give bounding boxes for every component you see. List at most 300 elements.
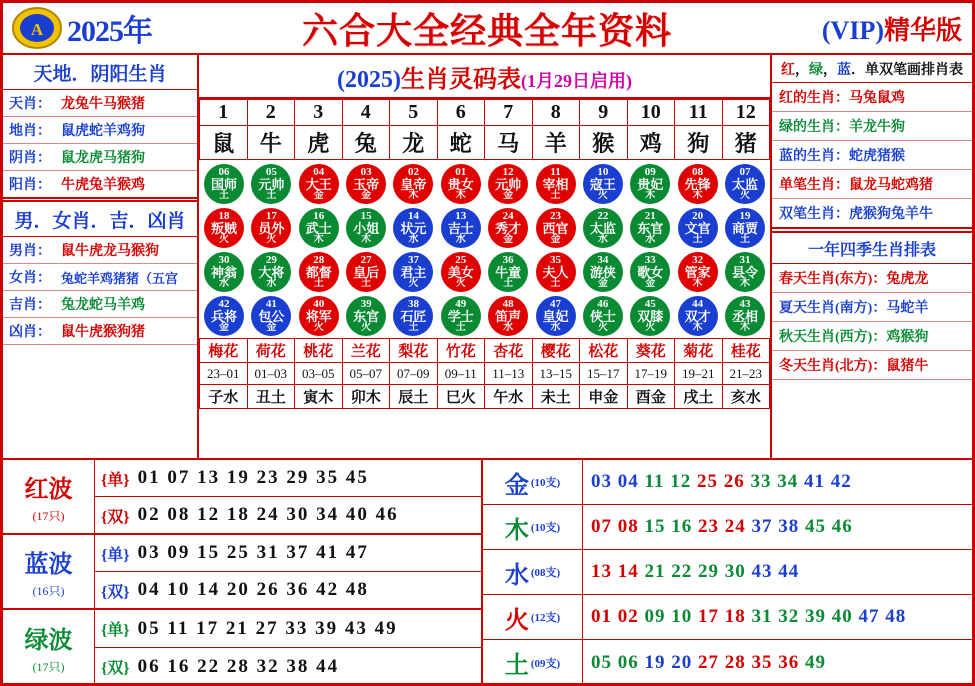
table-cell: 兰花 xyxy=(342,339,390,363)
zodiac-number-row xyxy=(199,99,770,160)
ball-cell[interactable] xyxy=(390,163,436,205)
list-item: 夏天生肖(南方)：马蛇羊 xyxy=(772,293,972,322)
element-label xyxy=(483,595,583,639)
number-group: 35 36 xyxy=(751,651,800,673)
row-key: 男肖： xyxy=(9,244,51,259)
ball-name: 吉士 xyxy=(447,221,474,236)
ball-element: 土 xyxy=(550,190,561,201)
ball-cell[interactable] xyxy=(675,207,721,249)
ball-cell[interactable] xyxy=(485,251,531,293)
wave-block-green xyxy=(3,610,481,685)
table-cell: 戌土 xyxy=(675,385,723,409)
table-cell: 05–07 xyxy=(342,363,390,385)
wave-numbers xyxy=(95,610,481,685)
element-count: (08支) xyxy=(530,567,561,579)
ball-element: 水 xyxy=(266,278,277,289)
table-cell: 15–17 xyxy=(580,363,628,385)
table-cell: 未土 xyxy=(532,385,580,409)
wave-table xyxy=(3,460,483,683)
ball-cell[interactable] xyxy=(580,207,626,249)
number-group: 15 16 xyxy=(644,516,693,537)
ball-number: 38 xyxy=(407,298,419,310)
ball-number: 01 xyxy=(455,166,467,178)
ball-number: 45 xyxy=(644,298,656,310)
ball-name: 武士 xyxy=(305,221,332,236)
ball-cell[interactable] xyxy=(201,163,247,205)
ball-name: 游侠 xyxy=(589,265,616,280)
ball-number: 36 xyxy=(502,254,514,266)
title-main: 生肖灵码表 xyxy=(400,67,521,93)
ball-name: 寇王 xyxy=(589,177,616,192)
ball-cell[interactable] xyxy=(390,295,436,337)
list-item: 秋天生肖(西方)：鸡猴狗 xyxy=(772,322,972,351)
row-key: 女肖： xyxy=(9,271,51,286)
element-name: 土 xyxy=(504,653,529,679)
number-group: 33 34 xyxy=(750,471,799,492)
ball-name: 管家 xyxy=(684,265,711,280)
ball-element: 火 xyxy=(739,190,750,201)
wave-numbers xyxy=(95,460,481,533)
right-panel xyxy=(772,55,972,458)
wave-line-odd xyxy=(95,460,481,497)
table-cell: 樱花 xyxy=(532,339,580,363)
ball-number: 41 xyxy=(265,298,277,310)
ball-cell[interactable] xyxy=(343,295,389,337)
ball-element: 水 xyxy=(219,278,229,289)
table-cell: 亥水 xyxy=(722,385,770,409)
ball-element: 土 xyxy=(313,278,324,289)
ball-element: 金 xyxy=(313,190,324,201)
table-cell: 03–05 xyxy=(295,363,343,385)
list-item xyxy=(3,291,197,318)
element-row-fire xyxy=(483,595,972,640)
year-label: 2025年 xyxy=(67,15,152,48)
ball-row xyxy=(199,162,770,206)
row-key: 天肖： xyxy=(9,97,51,112)
ball-name: 歌女 xyxy=(637,265,664,280)
number-group: 11 12 xyxy=(644,471,692,492)
flower-hour-table xyxy=(199,338,770,409)
ball-name: 国师 xyxy=(210,177,237,192)
ball-number: 35 xyxy=(550,254,562,266)
ball-number: 37 xyxy=(407,254,419,266)
number-list: 02 08 12 18 24 30 34 40 46 xyxy=(137,504,399,525)
ball-name: 都督 xyxy=(305,265,332,280)
ball-element: 水 xyxy=(597,234,608,245)
wave-numbers xyxy=(95,535,481,608)
ball-cell[interactable] xyxy=(580,251,626,293)
ball-cell[interactable] xyxy=(438,207,484,249)
ball-name: 双膝 xyxy=(637,309,664,324)
ball-name: 包公 xyxy=(258,309,285,324)
table-cell: 荷花 xyxy=(247,339,295,363)
ball-number: 43 xyxy=(739,298,751,310)
ball-name: 君主 xyxy=(400,265,427,280)
table-cell: 子水 xyxy=(200,385,248,409)
number-group: 17 18 xyxy=(698,606,746,627)
ball-name: 元帅 xyxy=(258,177,285,192)
vip-label: (VIP) xyxy=(821,15,884,45)
row-key: 阳肖： xyxy=(9,178,51,193)
table-cell: 11 xyxy=(675,100,723,126)
number-group: 27 28 xyxy=(698,651,746,673)
svg-text:A: A xyxy=(30,20,44,39)
ball-number: 19 xyxy=(739,210,751,222)
table-cell: 松花 xyxy=(580,339,628,363)
ball-name: 东官 xyxy=(353,309,380,324)
ball-number: 46 xyxy=(597,298,609,310)
ball-name: 贵女 xyxy=(447,177,474,192)
ball-cell[interactable] xyxy=(580,295,626,337)
ball-element: 土 xyxy=(692,234,703,245)
ball-number: 48 xyxy=(502,298,514,310)
element-count: (12支) xyxy=(530,612,561,624)
table-cell: 竹花 xyxy=(437,339,485,363)
number-list: 06 16 22 28 32 38 44 xyxy=(137,655,340,677)
ball-name: 太监 xyxy=(731,177,758,192)
ball-cell[interactable] xyxy=(675,251,721,293)
table-cell: 卯木 xyxy=(342,385,390,409)
table-cell: 虎 xyxy=(295,126,343,160)
number-group: 39 40 xyxy=(805,606,853,627)
odd-tag: {单} xyxy=(101,546,130,564)
ball-number: 23 xyxy=(550,210,562,222)
ball-element: 水 xyxy=(455,234,466,245)
table-cell: 21–23 xyxy=(722,363,770,385)
list-item: 绿的生肖：羊龙牛狗 xyxy=(772,112,972,141)
table-cell: 5 xyxy=(390,100,438,126)
wave-count: (17只) xyxy=(32,509,65,523)
ball-element: 木 xyxy=(692,322,703,333)
ball-cell[interactable] xyxy=(438,163,484,205)
ball-cell[interactable] xyxy=(343,251,389,293)
table-cell: 丑土 xyxy=(247,385,295,409)
ball-cell[interactable] xyxy=(580,163,626,205)
ball-element: 木 xyxy=(645,190,656,201)
ball-name: 秀才 xyxy=(495,221,522,236)
ball-name: 太监 xyxy=(589,221,616,236)
table-cell: 牛 xyxy=(247,126,295,160)
wave-block-red xyxy=(3,460,481,535)
ball-number: 09 xyxy=(644,166,656,178)
table-row xyxy=(200,363,770,385)
ball-cell[interactable] xyxy=(722,251,768,293)
number-group: 09 10 xyxy=(644,606,693,627)
table-cell: 19–21 xyxy=(675,363,723,385)
ball-element: 金 xyxy=(503,190,514,201)
body xyxy=(3,55,972,458)
table-cell: 7 xyxy=(485,100,533,126)
table-cell: 鼠 xyxy=(200,126,248,160)
ball-number: 33 xyxy=(644,254,656,266)
ball-name: 侠士 xyxy=(589,309,616,324)
table-row xyxy=(200,339,770,363)
title-rest: ．单双笔画排肖表 xyxy=(851,63,963,78)
row-key: 地肖： xyxy=(9,124,51,139)
wave-line-odd xyxy=(95,535,481,572)
ball-name: 皇后 xyxy=(353,265,380,280)
ball-element: 木 xyxy=(408,190,419,201)
ball-name: 西官 xyxy=(542,221,569,236)
ball-cell[interactable] xyxy=(627,251,673,293)
ball-cell[interactable] xyxy=(722,207,768,249)
ball-cell[interactable] xyxy=(296,207,342,249)
ball-element: 水 xyxy=(503,322,514,333)
ball-name: 大将 xyxy=(258,265,285,280)
ball-number: 44 xyxy=(692,298,704,310)
ball-name: 叛贼 xyxy=(210,221,237,236)
table-cell: 23–01 xyxy=(200,363,248,385)
ball-number: 02 xyxy=(407,166,419,178)
table-cell: 马 xyxy=(485,126,533,160)
ball-name: 皇帝 xyxy=(400,177,427,192)
table-cell: 辰土 xyxy=(390,385,438,409)
ball-element: 木 xyxy=(692,278,703,289)
ball-name: 玉帝 xyxy=(353,177,380,192)
ball-number: 14 xyxy=(407,210,419,222)
ball-row xyxy=(199,250,770,294)
list-item: 蓝的生肖：蛇虎猪猴 xyxy=(772,141,972,170)
wave-count: (17只) xyxy=(32,660,65,674)
element-numbers xyxy=(583,471,972,493)
ball-name: 夫人 xyxy=(542,265,569,280)
left-box2-title: 男．女肖．吉．凶肖 xyxy=(3,202,197,237)
ball-name: 牛童 xyxy=(495,265,522,280)
ball-element: 土 xyxy=(503,278,514,289)
table-cell: 2 xyxy=(247,100,295,126)
ball-number: 16 xyxy=(313,210,325,222)
ball-element: 金 xyxy=(503,234,514,245)
ball-name: 石匠 xyxy=(400,309,427,324)
ball-number: 27 xyxy=(360,254,372,266)
lucky-number-grid xyxy=(199,160,770,338)
number-group: 23 24 xyxy=(698,516,746,537)
table-cell: 龙 xyxy=(390,126,438,160)
ball-cell[interactable] xyxy=(201,251,247,293)
vip-badge xyxy=(822,10,962,47)
ball-name: 县令 xyxy=(731,265,758,280)
number-group: 03 04 xyxy=(591,471,639,492)
ball-name: 宰相 xyxy=(542,177,569,192)
table-cell: 01–03 xyxy=(247,363,295,385)
wave-label xyxy=(3,610,95,685)
number-list: 04 10 14 20 26 36 42 48 xyxy=(137,579,369,600)
element-numbers xyxy=(583,606,972,628)
ball-cell[interactable] xyxy=(390,207,436,249)
list-item: 双笔生肖：虎猴狗兔羊牛 xyxy=(772,199,972,229)
ball-cell[interactable] xyxy=(485,207,531,249)
ball-number: 25 xyxy=(455,254,467,266)
ball-cell[interactable] xyxy=(296,163,342,205)
ball-name: 将军 xyxy=(305,309,332,324)
ball-number: 49 xyxy=(455,298,467,310)
element-count: (09支) xyxy=(530,657,561,670)
table-cell: 桂花 xyxy=(722,339,770,363)
ball-name: 东官 xyxy=(637,221,664,236)
ball-cell[interactable] xyxy=(201,295,247,337)
ball-cell[interactable] xyxy=(438,295,484,337)
table-cell: 12 xyxy=(722,100,770,126)
ball-number: 13 xyxy=(455,210,467,222)
ball-number: 28 xyxy=(313,254,325,266)
element-label xyxy=(483,505,583,549)
table-cell: 菊花 xyxy=(675,339,723,363)
ball-cell[interactable] xyxy=(248,207,294,249)
ball-name: 神翁 xyxy=(210,265,237,280)
number-group: 21 22 xyxy=(644,561,693,582)
ball-cell[interactable] xyxy=(627,295,673,337)
ball-name: 学士 xyxy=(447,309,474,324)
number-group: 29 30 xyxy=(698,561,746,582)
ball-cell[interactable] xyxy=(675,295,721,337)
ball-element: 土 xyxy=(739,234,750,245)
table-cell: 酉金 xyxy=(627,385,675,409)
ball-number: 04 xyxy=(313,166,325,178)
ball-number: 30 xyxy=(218,254,230,266)
number-group: 45 46 xyxy=(805,516,853,537)
ball-element: 火 xyxy=(408,278,419,289)
table-cell: 17–19 xyxy=(627,363,675,385)
ball-cell[interactable] xyxy=(533,295,579,337)
table-cell: 蛇 xyxy=(437,126,485,160)
ball-name: 小姐 xyxy=(353,221,380,236)
table-cell: 10 xyxy=(627,100,675,126)
table-row xyxy=(200,100,770,126)
element-label xyxy=(483,550,583,594)
ball-number: 12 xyxy=(502,166,514,178)
ball-cell[interactable] xyxy=(296,295,342,337)
wave-count: (16只) xyxy=(32,584,65,598)
even-tag: {双} xyxy=(101,660,130,677)
title-part-green: 绿 xyxy=(809,63,823,78)
ball-element: 水 xyxy=(645,234,656,245)
ball-cell[interactable] xyxy=(627,207,673,249)
row-value: 鼠龙虎马猪狗 xyxy=(61,151,145,166)
element-label xyxy=(483,460,583,504)
table-cell: 梅花 xyxy=(200,339,248,363)
table-cell: 羊 xyxy=(532,126,580,160)
row-key: 阴肖： xyxy=(9,151,51,166)
ball-cell[interactable] xyxy=(248,295,294,337)
ball-cell[interactable] xyxy=(722,295,768,337)
table-cell: 兔 xyxy=(342,126,390,160)
ball-cell[interactable] xyxy=(390,251,436,293)
ball-number: 20 xyxy=(692,210,704,222)
ball-element: 火 xyxy=(597,322,608,333)
ball-element: 木 xyxy=(739,322,750,333)
ball-cell[interactable] xyxy=(248,251,294,293)
ball-cell[interactable] xyxy=(296,251,342,293)
ball-number: 29 xyxy=(265,254,277,266)
ball-number: 03 xyxy=(360,166,372,178)
ball-cell[interactable] xyxy=(438,251,484,293)
title-sep-2: ， xyxy=(823,63,837,78)
number-group: 01 02 xyxy=(591,606,639,627)
list-item xyxy=(3,237,197,264)
ball-cell[interactable] xyxy=(533,207,579,249)
ball-number: 11 xyxy=(550,166,561,178)
element-row-earth xyxy=(483,640,972,685)
element-name: 火 xyxy=(504,607,529,634)
list-item: 春天生肖(东方)：兔虎龙 xyxy=(772,264,972,293)
ball-cell[interactable] xyxy=(485,295,531,337)
center-panel xyxy=(199,55,772,458)
ball-cell[interactable] xyxy=(722,163,768,205)
row-value: 鼠虎蛇羊鸡狗 xyxy=(61,124,145,139)
title-note: (1月29日启用) xyxy=(520,71,632,91)
ball-name: 皇妃 xyxy=(542,309,569,324)
list-item xyxy=(3,144,197,171)
ball-name: 员外 xyxy=(258,221,285,236)
even-tag: {双} xyxy=(101,583,130,601)
ball-cell[interactable] xyxy=(248,163,294,205)
ball-cell[interactable] xyxy=(533,163,579,205)
wave-line-even xyxy=(95,497,481,533)
table-cell: 13–15 xyxy=(532,363,580,385)
element-numbers xyxy=(583,652,972,674)
ball-element: 火 xyxy=(455,278,466,289)
ball-name: 贵妃 xyxy=(637,177,664,192)
table-cell: 寅木 xyxy=(295,385,343,409)
number-list: 05 11 17 21 27 33 39 43 49 xyxy=(137,617,398,639)
title-year: (2025) xyxy=(337,67,401,93)
odd-tag: {单} xyxy=(101,622,130,639)
row-value: 兔蛇羊鸡猪猪（五宫 xyxy=(61,270,179,286)
ball-number: 08 xyxy=(692,166,704,178)
ball-name: 状元 xyxy=(400,221,427,236)
table-cell: 3 xyxy=(295,100,343,126)
ball-name: 大王 xyxy=(305,177,332,192)
ball-number: 40 xyxy=(313,298,325,310)
table-cell: 桃花 xyxy=(295,339,343,363)
ball-cell[interactable] xyxy=(627,163,673,205)
wave-name: 绿波 xyxy=(24,628,73,654)
ball-element: 火 xyxy=(361,322,372,333)
table-row xyxy=(200,385,770,409)
number-group: 13 14 xyxy=(591,561,639,582)
table-cell: 狗 xyxy=(675,126,723,160)
ball-element: 土 xyxy=(266,190,277,201)
bottom-section xyxy=(3,458,972,683)
ball-number: 47 xyxy=(550,298,562,310)
list-item: 红的生肖：马兔鼠鸡 xyxy=(772,83,972,112)
ball-element: 水 xyxy=(550,322,561,333)
ball-element: 金 xyxy=(550,234,561,245)
element-label xyxy=(483,640,583,685)
element-name: 水 xyxy=(504,562,529,589)
ball-name: 兵将 xyxy=(210,309,237,324)
ball-cell[interactable] xyxy=(343,163,389,205)
element-row-metal xyxy=(483,460,972,505)
ball-cell[interactable] xyxy=(533,251,579,293)
wave-label xyxy=(3,535,95,608)
row-value: 鼠牛虎龙马猴狗 xyxy=(61,244,159,259)
ball-cell[interactable] xyxy=(485,163,531,205)
list-item: 冬天生肖(北方)：鼠猪牛 xyxy=(772,351,972,380)
ball-cell[interactable] xyxy=(201,207,247,249)
zodiac-table-title xyxy=(199,55,770,99)
wave-line-odd xyxy=(95,610,481,648)
table-cell: 6 xyxy=(437,100,485,126)
list-item: 单笔生肖：鼠龙马蛇鸡猪 xyxy=(772,170,972,199)
number-group: 43 44 xyxy=(751,561,800,582)
ball-cell[interactable] xyxy=(343,207,389,249)
page-title: 六合大全经典全年资料 xyxy=(301,10,672,51)
table-cell: 巳火 xyxy=(437,385,485,409)
element-count: (10支) xyxy=(530,522,561,534)
wave-line-even xyxy=(95,572,481,608)
ball-cell[interactable] xyxy=(675,163,721,205)
